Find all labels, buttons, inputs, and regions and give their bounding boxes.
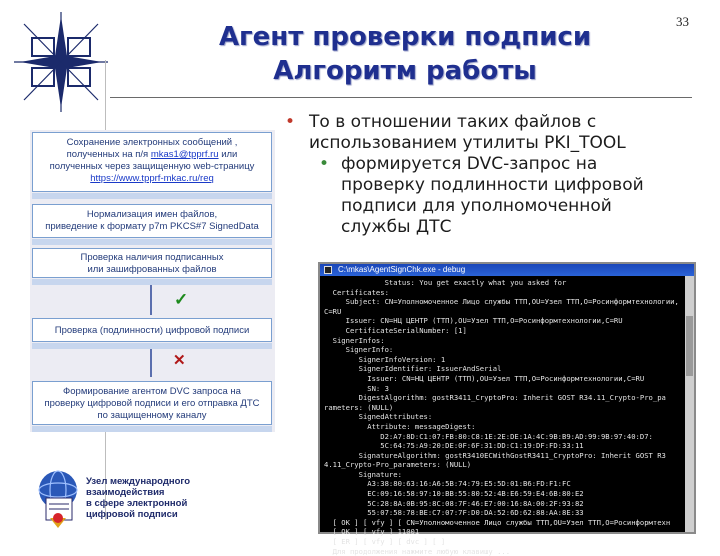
console-app-icon bbox=[324, 266, 332, 274]
flow-text: проверку цифровой подписи и его отправка ДТС bbox=[44, 398, 260, 409]
console-line: SignerInfoVersion: 1 bbox=[324, 354, 446, 364]
console-line: 5C:64:75:A9:20:DE:0F:6F:31:DD:C1:19:DF:FD:33:11 bbox=[324, 441, 584, 451]
console-line: [ OK ] [ vfy ] [ CN=Уполномоченное Лицо службы ТТП,OU=Узел ТТП,O=Росинформтехн bbox=[324, 517, 671, 527]
console-line: SN: 3 bbox=[324, 383, 389, 393]
flow-arrow bbox=[150, 349, 152, 377]
flow-text: или bbox=[218, 149, 238, 160]
console-line: D2:A7:8D:C1:07:FB:80:C8:1E:2E:DE:1A:4C:9B:B9:AD:99:9B:97:40:D7: bbox=[324, 431, 653, 441]
console-line: SignerIdentifier: IssuerAndSerial bbox=[324, 364, 502, 374]
console-line: SignatureAlgorithm: gostR3410ECWithGostR3411_CryptoPro: Inherit GOST R3 bbox=[324, 450, 666, 460]
flow-text: приведение к формату p7m PKCS#7 SignedData bbox=[45, 221, 259, 232]
console-line: 55:07:58:78:BE:C7:07:7F:D0:DA:52:6D:62:88:AA:8E:33 bbox=[324, 508, 584, 518]
bullet-text: подписи для уполномоченной bbox=[341, 196, 612, 216]
page-number: 33 bbox=[676, 14, 689, 29]
console-line: Attribute: messageDigest: bbox=[324, 421, 476, 431]
bullet-text: проверку подлинности цифровой bbox=[341, 175, 644, 195]
console-line: SignedAttributes: bbox=[324, 412, 433, 422]
console-line: DigestAlgorithm: gostR3411_CryptoPro: Inherit GOST R34.11_Crypto-Pro_pa bbox=[324, 393, 666, 403]
flow-box-verify-signature bbox=[32, 318, 272, 342]
console-scrollbar[interactable] bbox=[685, 276, 694, 532]
flow-arrow bbox=[150, 285, 152, 315]
console-output bbox=[320, 276, 694, 556]
bullet-text: То в отношении таких файлов с bbox=[309, 112, 597, 132]
console-line: [ OK ] [ vfy ] 11001 bbox=[324, 527, 420, 537]
flow-text: по защищенному каналу bbox=[97, 410, 207, 421]
title-divider bbox=[110, 97, 692, 98]
org-line: в сфере электронной bbox=[86, 498, 188, 509]
bullet-level-2 bbox=[283, 154, 703, 238]
slide-title bbox=[170, 20, 640, 88]
web-page-link[interactable]: https://www.tpprf-mkac.ru/req bbox=[90, 173, 214, 184]
bullet-list bbox=[283, 112, 703, 238]
flow-text: Проверка (подлинности) цифровой подписи bbox=[54, 325, 250, 336]
flow-text: полученных на п/я bbox=[66, 149, 151, 160]
org-line: Узел международного bbox=[86, 476, 191, 487]
bullet-dot-icon: • bbox=[285, 112, 296, 132]
console-line: 5C:28:8A:0B:95:8C:08:7F:46:E7:00:16:8A:00:2F:93:82 bbox=[324, 498, 584, 508]
bullet-level-1 bbox=[283, 112, 703, 154]
flow-box-shadow bbox=[32, 343, 272, 349]
flow-text: Проверка наличия подписанных bbox=[80, 252, 224, 263]
email-link[interactable]: mkas1@tpprf.ru bbox=[150, 149, 219, 160]
console-line: SignerInfos: bbox=[324, 335, 385, 345]
console-line: Subject: CN=Уполномоченное Лицо службы ТТП,OU=Узел ТТП,O=Росинформтехнологии, bbox=[324, 297, 679, 307]
console-line: Для продолжения нажмите любую клавишу ... bbox=[324, 546, 511, 556]
title-line-1: Агент проверки подписи bbox=[218, 22, 592, 52]
console-line: Status: You get exactly what you asked for bbox=[324, 278, 567, 287]
scrollbar-thumb[interactable] bbox=[686, 316, 693, 376]
flow-box-check-signed bbox=[32, 248, 272, 278]
console-line: CertificateSerialNumber: [1] bbox=[324, 325, 467, 335]
org-line: цифровой подписи bbox=[86, 509, 178, 520]
flow-box-save-messages bbox=[32, 132, 272, 192]
console-window[interactable] bbox=[318, 262, 696, 556]
console-line: Issuer: CN=НЦ ЦЕНТР (ТТП),OU=Узел ТТП,O=Росинформтехнологии,C=RU bbox=[324, 373, 645, 383]
flow-text: Сохранение электронных сообщений , bbox=[66, 137, 238, 148]
console-line: Issuer: CN=НЦ ЦЕНТР (ТТП),OU=Узел ТТП,O=Росинформтехнологии,C=RU bbox=[324, 316, 623, 326]
flow-box-shadow bbox=[32, 193, 272, 199]
console-line: Certificates: bbox=[324, 287, 389, 297]
flow-box-normalize bbox=[32, 204, 272, 238]
check-mark-icon: ✓ bbox=[174, 290, 189, 309]
console-line: rameters: (NULL) bbox=[324, 402, 394, 412]
cross-mark-icon: ✕ bbox=[173, 352, 186, 369]
console-line: EC:09:16:58:97:10:BB:55:80:52:4B:E6:59:E4:6B:80:E2 bbox=[324, 489, 584, 499]
console-line: Signature: bbox=[324, 469, 402, 479]
flow-box-shadow bbox=[32, 239, 272, 245]
flow-box-form-dvc-request bbox=[32, 381, 272, 425]
console-title-bar[interactable] bbox=[320, 264, 694, 276]
console-line: A3:38:80:63:16:A6:5B:74:79:E5:5D:01:B6:FD:F1:FC bbox=[324, 479, 571, 489]
globe-seal-icon bbox=[36, 468, 82, 528]
flow-text: Нормализация имен файлов, bbox=[86, 209, 218, 220]
bullet-text: службы ДТС bbox=[341, 217, 452, 237]
bullet-text: использованием утилиты PKI_TOOL bbox=[309, 133, 626, 153]
org-line: взаимодействия bbox=[86, 487, 165, 498]
bullet-text: формируется DVC-запрос на bbox=[341, 154, 598, 174]
bullet-dot-icon: • bbox=[319, 154, 330, 174]
console-line: C=RU bbox=[324, 306, 342, 316]
title-line-2: Алгоритм работы bbox=[273, 56, 537, 86]
flow-text-email-line bbox=[33, 149, 271, 161]
flow-box-shadow bbox=[32, 279, 272, 285]
console-line: 4.11_Crypto-Pro_parameters: (NULL) bbox=[324, 460, 472, 470]
console-line: SignerInfo: bbox=[324, 345, 394, 355]
flow-text: полученных через защищенную web-страницу bbox=[49, 161, 255, 172]
flow-text: Формирование агентом DVC запроса на bbox=[63, 386, 241, 397]
org-logo-text bbox=[86, 476, 190, 520]
flow-text: или зашифрованных файлов bbox=[87, 264, 217, 275]
flow-box-shadow bbox=[32, 426, 272, 432]
console-title: C:\mkas\AgentSignChk.exe - debug bbox=[338, 265, 466, 274]
compass-star-logo bbox=[14, 12, 108, 112]
console-line: [ ER ] [ vfy ] [ dvc ] [ ] bbox=[324, 537, 446, 547]
